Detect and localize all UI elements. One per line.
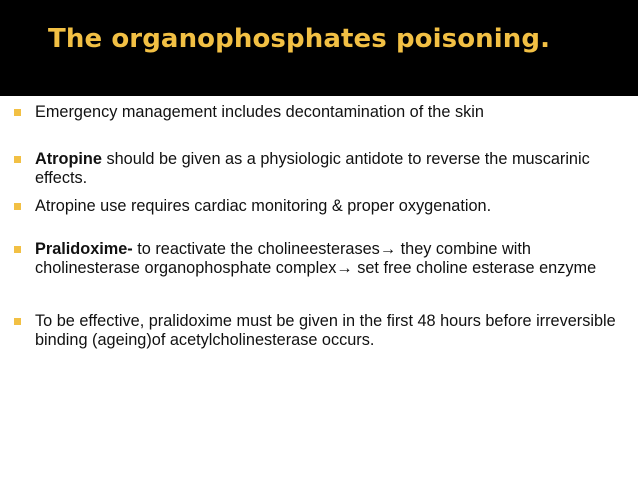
bullet-text [35, 240, 632, 278]
bullet-text [35, 103, 632, 122]
bullet-body-part-3: set free choline esterase enzyme [352, 259, 597, 277]
bullet-lead: Pralidoxime- [35, 240, 133, 258]
bullet-text [35, 197, 632, 216]
bullet-body-part-1: to reactivate the cholineesterases [132, 240, 380, 258]
bullet-marker-icon [14, 318, 21, 325]
bullet-body: should be given as a physiologic antidote to reverse the muscarinic effects. [35, 150, 590, 187]
bullet-lead: Atropine [35, 150, 102, 168]
bullet-body: To be effective, pralidoxime must be given in the first 48 hours before irreversible binding (ageing)of acetylcholinesterase occurs. [35, 312, 616, 349]
bullet-marker-icon [14, 109, 21, 116]
bullet-text [35, 150, 632, 188]
bullet-marker-icon [14, 246, 21, 253]
slide-title: The organophosphates poisoning. [48, 24, 551, 54]
bullet-body: Atropine use requires cardiac monitoring & proper oxygenation. [35, 197, 492, 215]
bullet-body-part-2: they combine with cholinesterase organophosphate complex [35, 240, 531, 277]
bullet-marker-icon [14, 156, 21, 163]
bullet-body: Emergency management includes decontamination of the skin [35, 103, 484, 121]
title-bar [0, 0, 638, 96]
arrow-right-icon: → [336, 259, 353, 277]
bullet-marker-icon [14, 203, 21, 210]
bullet-text [35, 312, 632, 350]
arrow-right-icon: → [379, 240, 397, 258]
